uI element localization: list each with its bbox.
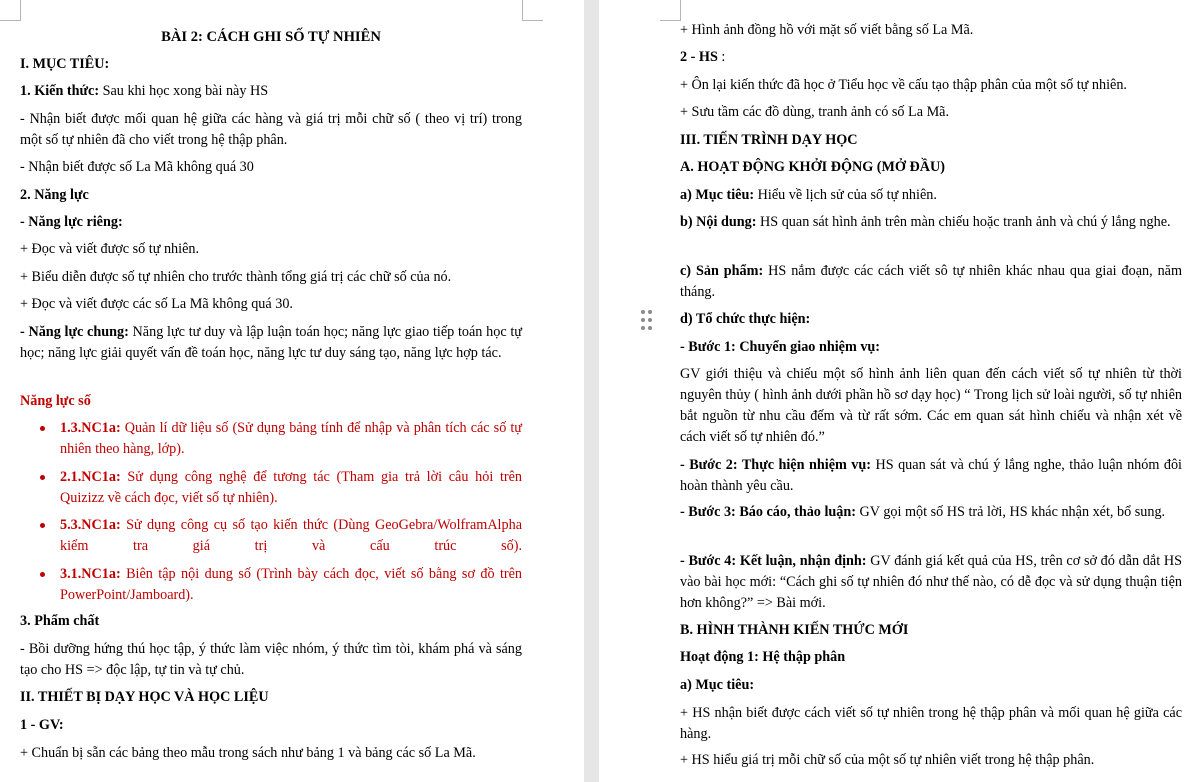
- competence-text: Sử dụng công cụ số tạo kiến thức (Dùng GeoGebra/WolframAlpha kiểm tra giá trị và cấu trúc số).: [60, 517, 522, 554]
- activity-a-goal: [680, 185, 1182, 206]
- activity-b-heading: B. HÌNH THÀNH KIẾN THỨC MỚI: [680, 622, 909, 638]
- competence-code: 2.1.NC1a:: [60, 469, 121, 485]
- teacher-heading: 1 - GV:: [20, 717, 64, 733]
- knowledge-heading: 1. Kiến thức:: [20, 83, 100, 99]
- activity-b-goal-item: + HS hiểu giá trị mỗi chữ số của một số tự nhiên viết trong hệ thập phân.: [680, 752, 1095, 768]
- step-1-paragraph: GV giới thiệu và chiếu một số hình ảnh liên quan đến cách viết số tự nhiên từ thời nguyên thủy ( hình ảnh dưới phần hồ sơ dạy học) “ Trong lịch sử loài người, số tự nhiên bắt nguồn từ nhu cầu đếm và từ rất sớm. Các em quan sát hình chiếu và nhận xét về cách viết số tự nhiên đó.”: [680, 366, 1182, 445]
- competence-text: Quản lí dữ liệu số (Sử dụng bảng tính để nhập và phân tích các số tự nhiên theo hàng, lớp).: [60, 420, 522, 457]
- activity-a-heading: A. HOẠT ĐỘNG KHỞI ĐỘNG (MỞ ĐẦU): [680, 159, 945, 175]
- document-page-left: [0, 0, 584, 782]
- section-process-heading: III. TIẾN TRÌNH DẠY HỌC: [680, 132, 858, 148]
- crop-mark-top-left: [660, 0, 681, 21]
- list-item: [20, 467, 522, 509]
- knowledge-line: [20, 81, 522, 102]
- step-3-paragraph: [680, 502, 1182, 523]
- product-text: HS nắm được các cách viết sô tự nhiên khác nhau qua giai đoạn, năm tháng.: [680, 263, 1182, 300]
- bullet-icon: [40, 523, 45, 528]
- step-4-text: GV đánh giá kết quả của HS, trên cơ sở đó dẫn dắt HS vào bài học mới: “Cách ghi số tự nhiên đó như thế nào, có dễ đọc và sử dụng thuận tiện hơn không?” => Bài mới.: [680, 553, 1182, 611]
- step-4-label: - Bước 4: Kết luận, nhận định:: [680, 553, 867, 569]
- quality-heading: 3. Phẩm chất: [20, 613, 100, 629]
- step-3-text: GV gọi một số HS trả lời, HS khác nhận xét, bổ sung.: [855, 504, 1166, 520]
- activity-b-goal-item: + HS nhận biết được cách viết số tự nhiên trong hệ thập phân và mối quan hệ giữa các hàng.: [680, 705, 1182, 742]
- list-item: [20, 564, 522, 606]
- list-item: [20, 418, 522, 460]
- activity-a-content: [680, 212, 1182, 233]
- step-1-heading: - Bước 1: Chuyển giao nhiệm vụ:: [680, 339, 881, 355]
- digital-competence-heading: Năng lực số: [20, 393, 91, 409]
- specific-competence-item: + Đọc và viết được các số La Mã không quá 30.: [20, 296, 293, 312]
- specific-competence-heading: - Năng lực riêng:: [20, 214, 123, 230]
- student-item: + Ôn lại kiến thức đã học ở Tiểu học về cấu tạo thập phân của một số tự nhiên.: [680, 77, 1127, 93]
- section-equipment-heading: II. THIẾT BỊ DẠY HỌC VÀ HỌC LIỆU: [20, 689, 269, 705]
- place-value-paragraph: - Nhận biết được mối quan hệ giữa các hàng và giá trị mỗi chữ số ( theo vị trí) trong một số tự nhiên đã cho viết trong hệ thập phân.: [20, 111, 522, 148]
- general-competence-paragraph: [20, 322, 522, 364]
- step-2-label: - Bước 2: Thực hiện nhiệm vụ:: [680, 457, 871, 473]
- specific-competence-item: + Biểu diễn được số tự nhiên cho trước thành tổng giá trị các chữ số của nó.: [20, 269, 452, 285]
- knowledge-text: Sau khi học xong bài này HS: [99, 83, 269, 99]
- list-item: [20, 515, 522, 557]
- roman-numeral-paragraph: - Nhận biết được số La Mã không quá 30: [20, 159, 254, 175]
- step-2-text: HS quan sát và chú ý lắng nghe, thảo luận nhóm đôi hoàn thành yêu cầu.: [680, 457, 1182, 494]
- product-label: c) Sản phẩm:: [680, 263, 764, 279]
- step-4-paragraph: [680, 551, 1182, 614]
- content-label: b) Nội dung:: [680, 214, 757, 230]
- content-text: HS quan sát hình ảnh trên màn chiếu hoặc tranh ảnh và chú ý lắng nghe.: [756, 214, 1171, 230]
- drag-handle-icon[interactable]: [641, 310, 653, 332]
- bullet-icon: [40, 475, 45, 480]
- competence-code: 5.3.NC1a:: [60, 517, 121, 533]
- competence-text: Biên tập nội dung số (Trình bày cách đọc, viết số bằng sơ đồ trên PowerPoint/Jamboard).: [60, 566, 522, 603]
- competence-text: Sử dụng công nghệ để tương tác (Tham gia trả lời câu hỏi trên Quizizz về cách đọc, viết số tự nhiên).: [60, 469, 522, 506]
- quality-paragraph: - Bồi dưỡng hứng thú học tập, ý thức làm việc nhóm, ý thức tìm tòi, khám phá và sáng tạo cho HS => độc lập, tự tin và tự chủ.: [20, 641, 522, 678]
- competence-heading: 2. Năng lực: [20, 187, 89, 203]
- crop-mark-top-left: [0, 0, 21, 21]
- competence-code: 1.3.NC1a:: [60, 420, 121, 436]
- general-competence-label: - Năng lực chung:: [20, 324, 129, 340]
- student-heading: 2 - HS: [680, 49, 718, 65]
- competence-code: 3.1.NC1a:: [60, 566, 121, 582]
- goal-label: a) Mục tiêu:: [680, 187, 755, 203]
- student-item: + Sưu tầm các đồ dùng, tranh ảnh có số La Mã.: [680, 104, 950, 120]
- crop-mark-top-right: [522, 0, 543, 21]
- bullet-icon: [40, 426, 45, 431]
- activity-b-goal-label: a) Mục tiêu:: [680, 677, 755, 693]
- activity-a-organization: d) Tổ chức thực hiện:: [680, 311, 811, 327]
- section-objectives-heading: I. MỤC TIÊU:: [20, 56, 110, 72]
- bullet-icon: [40, 572, 45, 577]
- student-heading-colon: :: [717, 49, 726, 65]
- step-2-paragraph: [680, 455, 1182, 497]
- specific-competence-item: + Đọc và viết được số tự nhiên.: [20, 241, 200, 257]
- lesson-title: BÀI 2: CÁCH GHI SỐ TỰ NHIÊN: [161, 29, 381, 45]
- activity-a-product: [680, 261, 1182, 303]
- general-competence-text: Năng lực tư duy và lập luận toán học; năng lực giao tiếp toán học tự học; năng lực giải quyết vấn đề toán học, năng lực tư duy sáng tạo, năng lực hợp tác.: [20, 324, 522, 361]
- activity-1-heading: Hoạt động 1: Hệ thập phân: [680, 649, 846, 665]
- teacher-item: + Hình ảnh đồng hồ với mặt số viết bằng số La Mã.: [680, 22, 974, 38]
- teacher-item: + Chuẩn bị sẵn các bảng theo mẫu trong sách như bảng 1 và bảng các số La Mã.: [20, 745, 476, 761]
- step-3-label: - Bước 3: Báo cáo, thảo luận:: [680, 504, 856, 520]
- goal-text: Hiểu về lịch sử của số tự nhiên.: [754, 187, 937, 203]
- document-page-right: [599, 0, 1203, 782]
- student-heading-line: [680, 47, 1182, 68]
